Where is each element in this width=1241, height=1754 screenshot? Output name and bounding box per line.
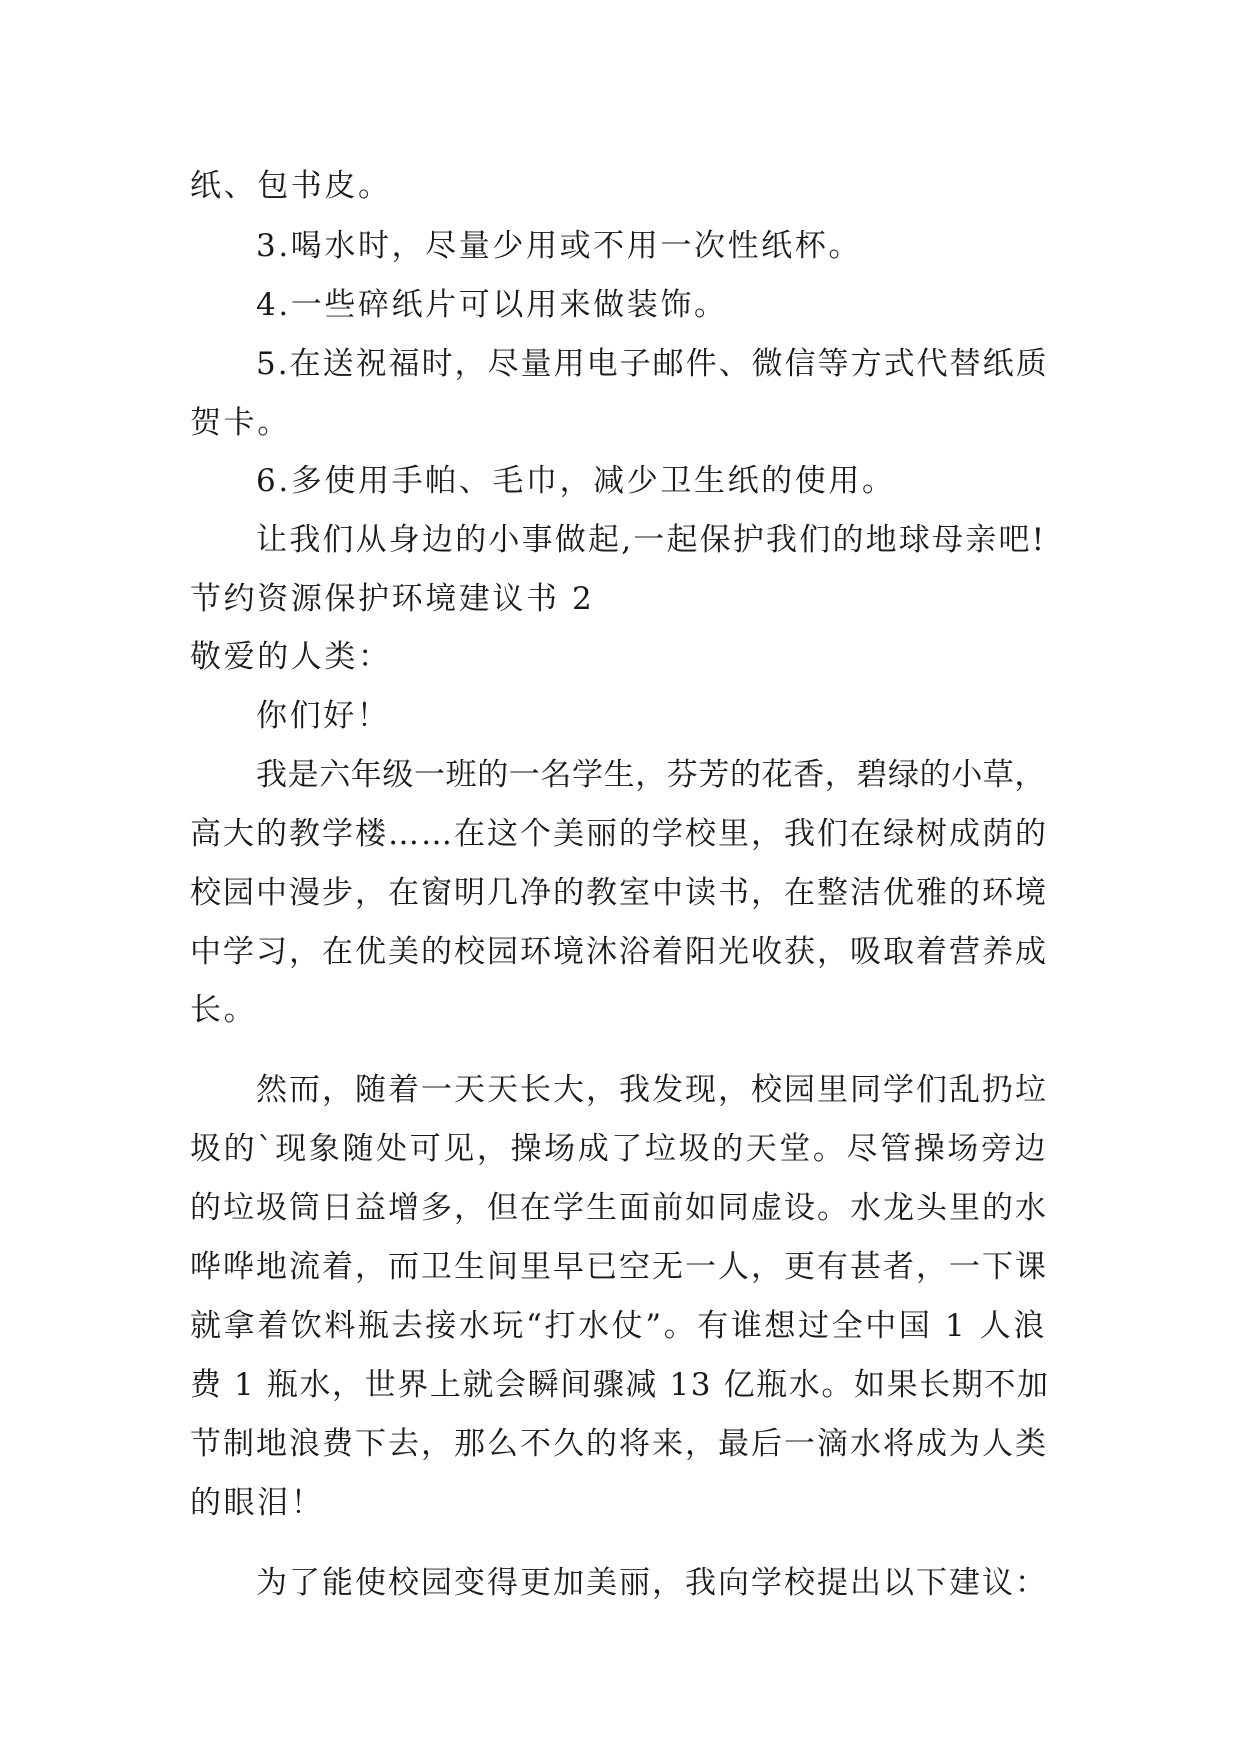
paragraph-line: 让我们从身边的小事做起,一起保护我们的地球母亲吧! xyxy=(256,522,1047,558)
paragraph-line: 然而，随着一天天长大，我发现，校园里同学们乱扔垃 xyxy=(256,1072,1048,1108)
paragraph-line: 我是六年级一班的一名学生，芬芳的花香，碧绿的小草， xyxy=(256,757,1046,793)
greeting: 你们好！ xyxy=(256,698,391,734)
paragraph-line: 高大的教学楼……在这个美丽的学校里，我们在绿树成荫的 xyxy=(190,816,1048,852)
paragraph-line: 3.喝水时，尽量少用或不用一次性纸杯。 xyxy=(256,228,862,264)
paragraph-line: 5.在送祝福时，尽量用电子邮件、微信等方式代替纸质 xyxy=(256,346,1049,382)
paragraph-line: 4.一些碎纸片可以用来做装饰。 xyxy=(256,287,728,323)
paragraph-line: 校园中漫步，在窗明几净的教室中读书，在整洁优雅的环境 xyxy=(190,875,1048,911)
paragraph-line: 6.多使用手帕、毛巾，减少卫生纸的使用。 xyxy=(256,463,896,499)
section-heading: 节约资源保护环境建议书 2 xyxy=(190,581,595,617)
paragraph-line: 费 1 瓶水，世界上就会瞬间骤减 13 亿瓶水。如果长期不加 xyxy=(190,1367,1050,1403)
paragraph-line: 的垃圾筒日益增多，但在学生面前如同虚设。水龙头里的水 xyxy=(190,1190,1048,1226)
paragraph-line: 纸、包书皮。 xyxy=(190,168,392,204)
paragraph-line: 节制地浪费下去，那么不久的将来，最后一滴水将成为人类 xyxy=(190,1426,1048,1462)
paragraph-line: 就拿着饮料瓶去接水玩“打水仗”。有谁想过全中国 1 人浪 xyxy=(190,1308,1047,1344)
paragraph-line: 哗哗地流着，而卫生间里早已空无一人，更有甚者，一下课 xyxy=(190,1249,1048,1285)
paragraph-line: 中学习，在优美的校园环境沐浴着阳光收获，吸取着营养成 xyxy=(190,934,1048,970)
salutation: 敬爱的人类： xyxy=(190,639,392,675)
paragraph-line: 圾的`现象随处可见，操场成了垃圾的天堂。尽管操场旁边 xyxy=(190,1131,1049,1167)
paragraph-line: 贺卡。 xyxy=(190,405,291,441)
paragraph-line: 的眼泪！ xyxy=(190,1485,325,1521)
paragraph-line: 长。 xyxy=(190,992,258,1028)
paragraph-line: 为了能使校园变得更加美丽，我向学校提出以下建议： xyxy=(256,1565,1048,1601)
